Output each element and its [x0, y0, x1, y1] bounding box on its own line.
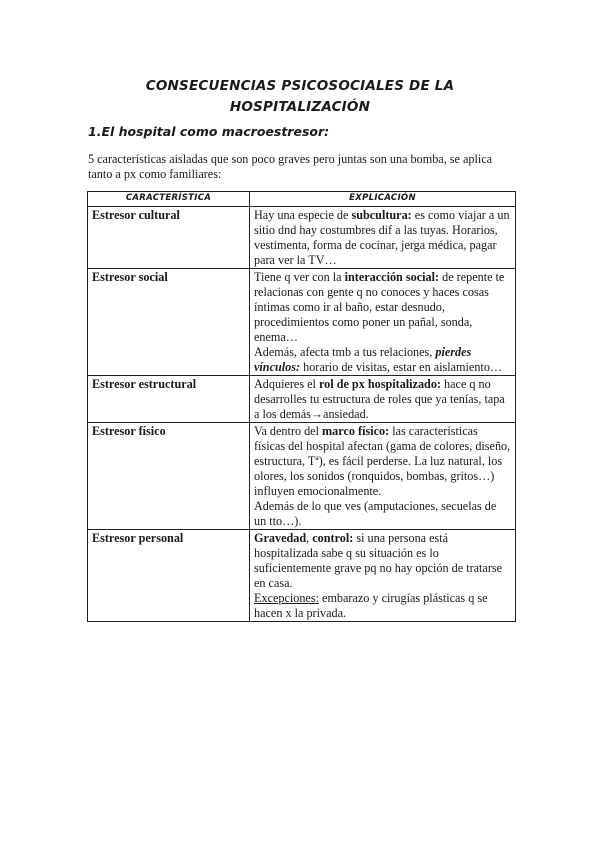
table-row	[88, 376, 516, 423]
row-explanation	[250, 269, 516, 376]
text-run: Además, afecta tmb a tus relaciones,	[254, 345, 436, 359]
header-explanation: EXPLICACIÓN	[250, 192, 516, 207]
row-explanation	[250, 530, 516, 622]
bold-term: control:	[312, 531, 354, 545]
row-name: Estresor estructural	[88, 376, 250, 423]
table-row	[88, 269, 516, 376]
table-row	[88, 530, 516, 622]
text-run: si una persona está hospitalizada sabe q su situación es lo suficientemente grave pq no hay opción de tratarse en casa.	[254, 531, 503, 590]
text-run: las características físicas del hospital afectan (gama de colores, diseño, estructura, Tª), es fácil perderse. La luz natural, los olores, los sonidos (ronquidos, bombas, gritos…) influyen emocionalmente.	[254, 424, 511, 498]
text-run: Tiene q ver con la	[254, 270, 345, 284]
row-name: Estresor cultural	[88, 207, 250, 269]
header-characteristic: CARACTERÍSTICA	[88, 192, 250, 207]
text-run: Adquieres el	[254, 377, 319, 391]
table-row	[88, 423, 516, 530]
text-run: Hay una especie de	[254, 208, 352, 222]
stressors-table	[87, 191, 516, 622]
table-row	[88, 207, 516, 269]
text-run: Va dentro del	[254, 424, 323, 438]
bold-term: interacción social:	[344, 270, 440, 284]
row-name: Estresor personal	[88, 530, 250, 622]
bold-term: rol de px hospitalizado:	[318, 377, 441, 391]
intro-paragraph: 5 características aisladas que son poco graves pero juntas son una bomba, se aplica tanto a px como familiares:	[88, 152, 493, 181]
title-line-1: CONSECUENCIAS PSICOSOCIALES DE LA	[145, 78, 455, 94]
text-run: hace q no desarrolles tu estructura de roles que ya tenías, tapa a los demás→ansiedad.	[254, 377, 505, 421]
bold-term: subcultura:	[351, 208, 412, 222]
table-header-row	[88, 192, 516, 207]
bold-term: marco físico:	[322, 424, 390, 438]
text-run: es como viajar a un sitio dnd hay costumbres dif a las tuyas. Horarios, vestimenta, forma de cocinar, jerga médica, pagar para ver la TV…	[254, 208, 510, 267]
section-heading: 1.El hospital como macroestresor:	[88, 124, 330, 139]
text-run: embarazo y cirugías plásticas q se hacen x la privada.	[254, 591, 488, 620]
text-run: Además de lo que ves (amputaciones, secuelas de un tto…).	[254, 499, 497, 528]
underlined-term: Excepciones:	[254, 591, 319, 605]
bold-term: Gravedad	[254, 531, 307, 545]
text-run: ,	[306, 531, 313, 545]
bold-italic-term: pierdes vínculos:	[254, 345, 472, 374]
row-explanation	[250, 207, 516, 269]
row-explanation	[250, 423, 516, 530]
row-name: Estresor físico	[88, 423, 250, 530]
row-name: Estresor social	[88, 269, 250, 376]
row-explanation	[250, 376, 516, 423]
text-run: de repente te relacionas con gente q no conoces y haces cosas íntimas como ir al baño, estar desnudo, procedimientos como poner un pañal, sonda, enema…	[254, 270, 505, 344]
document-title	[60, 76, 540, 118]
text-run: horario de visitas, estar en aislamiento…	[300, 360, 503, 374]
title-line-2: HOSPITALIZACIÓN	[229, 99, 371, 115]
